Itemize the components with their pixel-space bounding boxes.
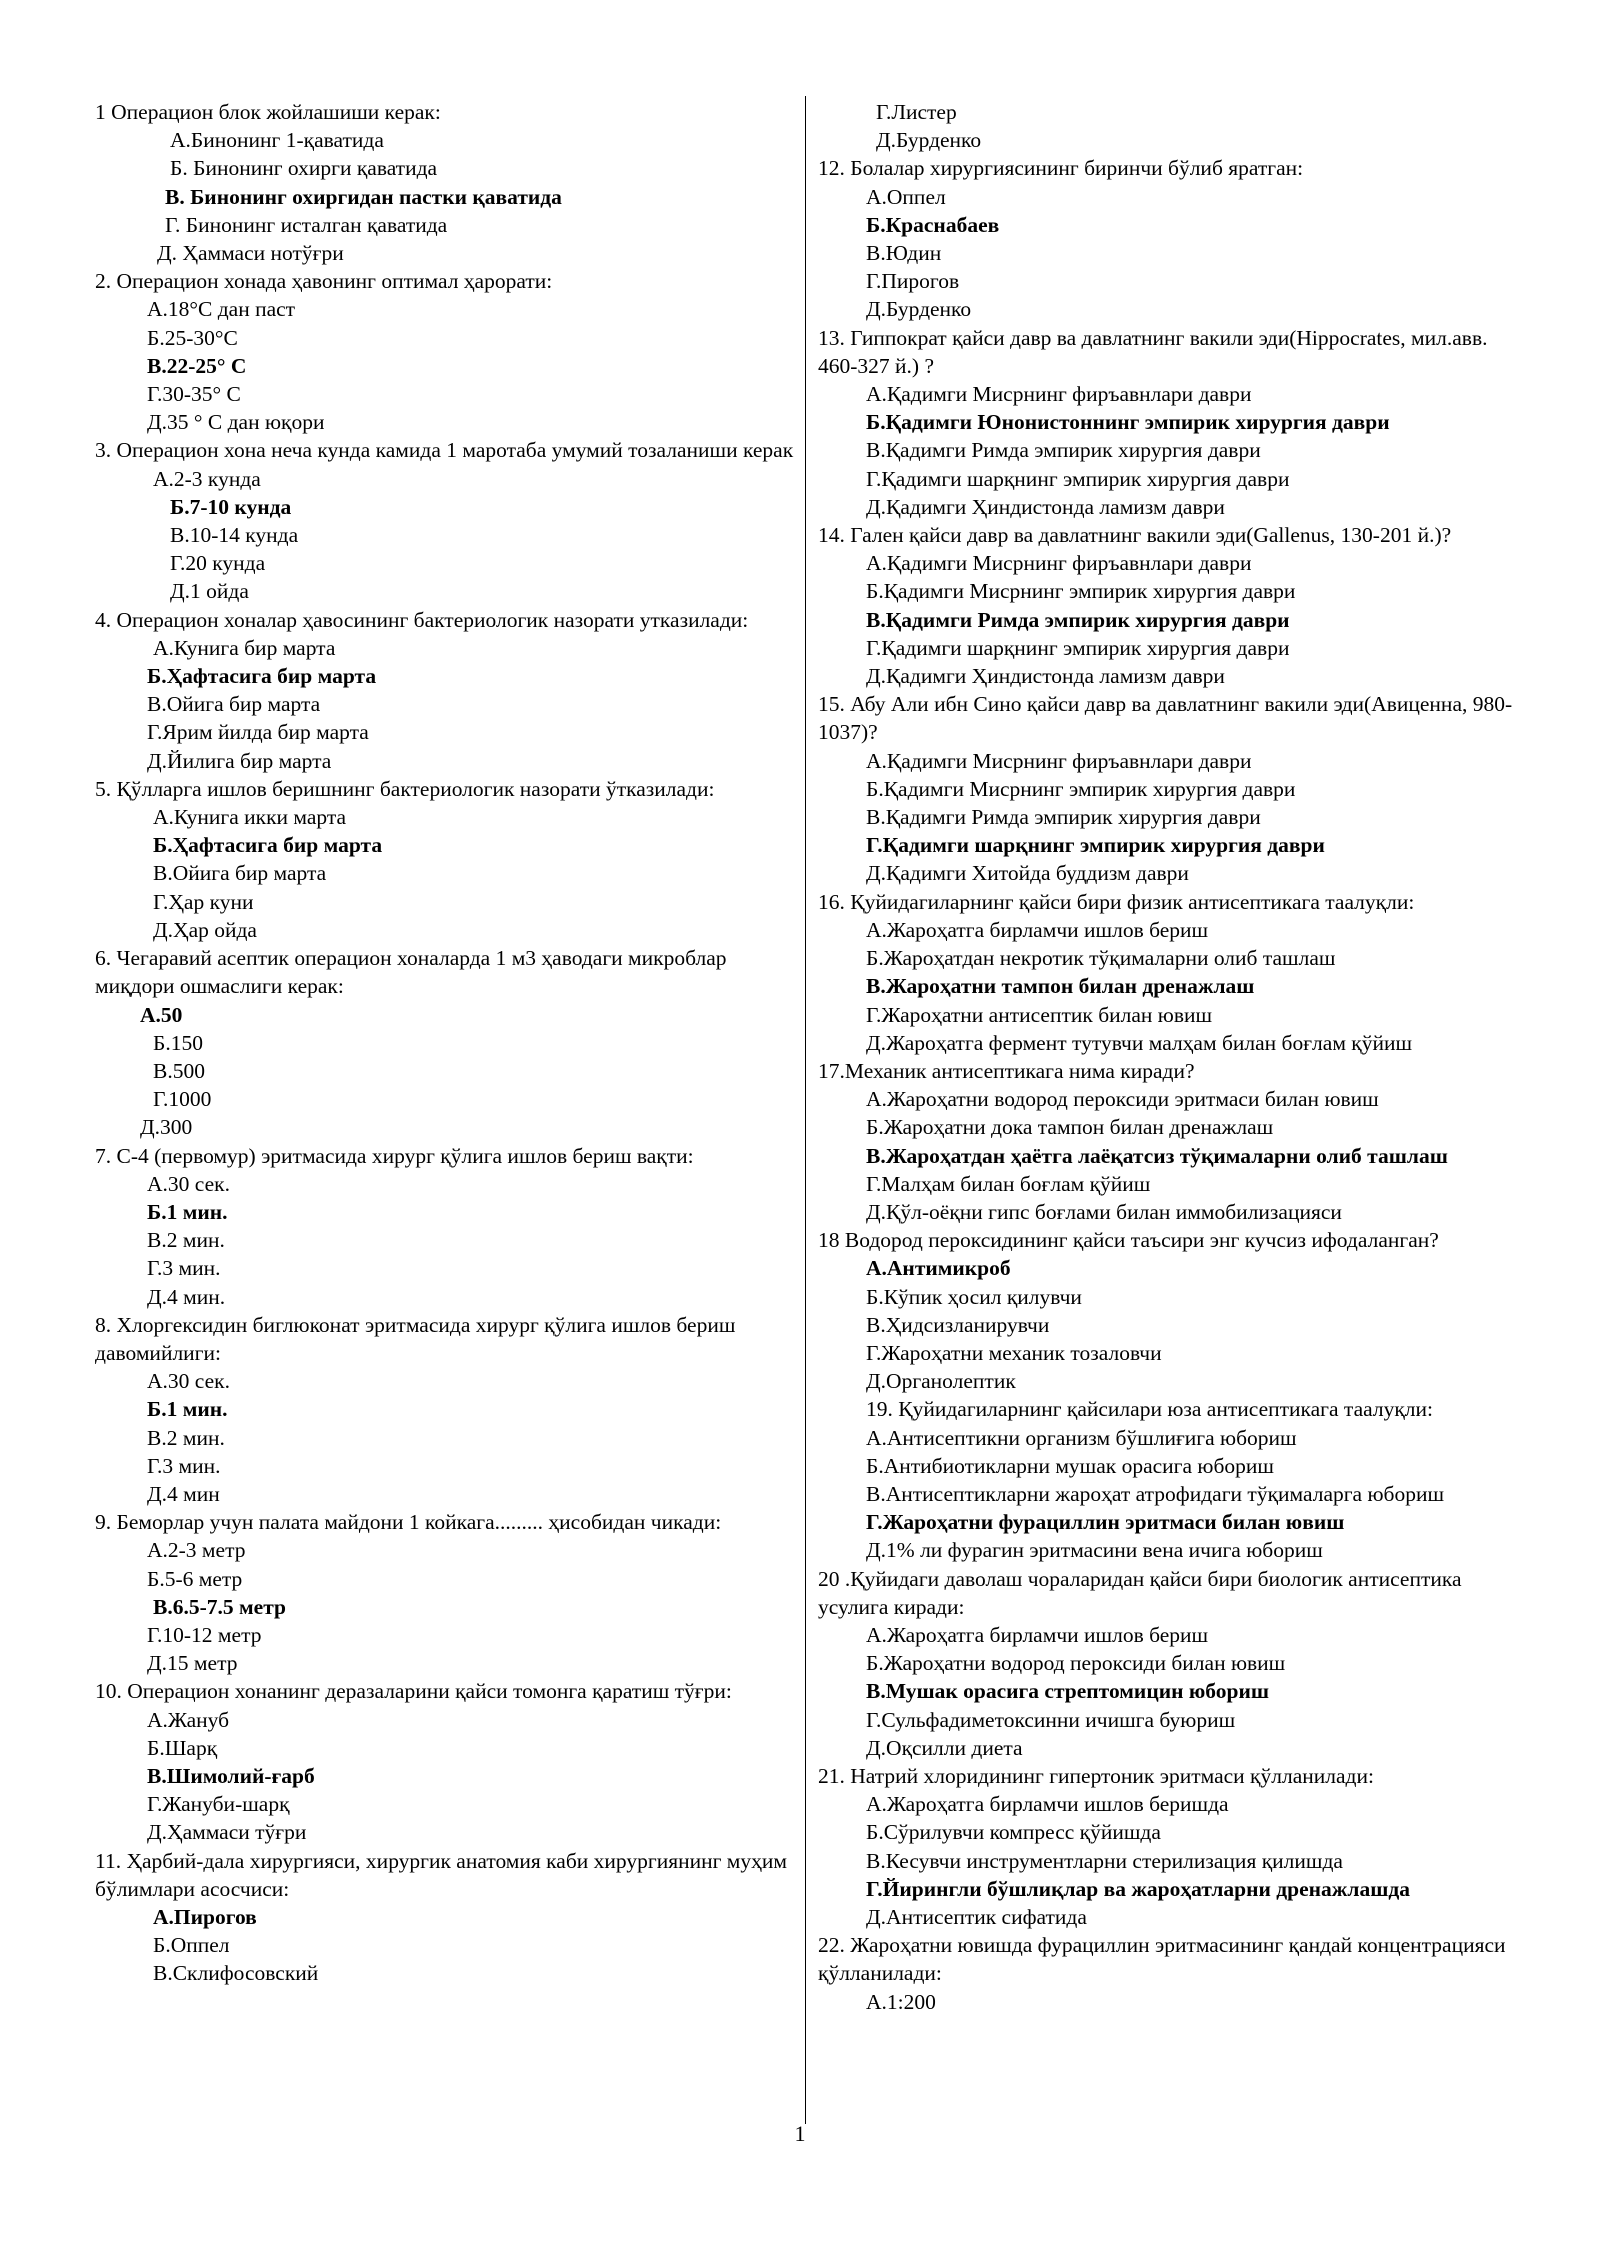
answer-option: Б.Жароҳатни дока тампон билан дренажлаш: [866, 1115, 1274, 1140]
answer-option: Д.Қадимги Хитойда буддизм даври: [866, 861, 1189, 886]
question-text: 20 .Қуйидаги даволаш чораларидан қайси бири биологик антисептика усулига киради:: [818, 1566, 1462, 1619]
answer-option: В. Бинонинг охиргидан пастки қаватида: [165, 184, 562, 209]
answer-option: Б.Ҳафтасига бир марта: [153, 833, 383, 858]
answer-option: В.22-25° С: [147, 353, 247, 378]
answer-option: В.500: [153, 1058, 205, 1083]
right-column: [818, 98, 1518, 2016]
answer-option: Б.25-30°С: [147, 325, 238, 350]
answer-option: В.Жароҳатни тампон билан дренажлаш: [866, 974, 1255, 999]
question-text: 14. Гален қайси давр ва давлатнинг вакили эди(Gallenus, 130-201 й.)?: [818, 523, 1452, 548]
answer-option: А.30 сек.: [147, 1369, 230, 1394]
answer-option: В.Ҳидсизланирувчи: [866, 1312, 1050, 1337]
answer-option: 19. Қуйидагиларнинг қайсилари юза антисептикага таалуқли:: [866, 1397, 1433, 1422]
answer-option: А.30 сек.: [147, 1171, 230, 1196]
answer-option: В.Қадимги Римда эмпирик хирургия даври: [866, 607, 1290, 632]
answer-option: Б.150: [153, 1030, 203, 1055]
answer-option: А.Антисептикни организм бўшлиғига юбориш: [866, 1425, 1297, 1450]
answer-option: В.Кесувчи инструментларни стерилизация қилишда: [866, 1848, 1343, 1873]
question-text: 13. Гиппократ қайси давр ва давлатнинг вакили эди(Hippocrates, мил.авв. 460-327 й.) ?: [818, 325, 1488, 378]
answer-option: Г.Сульфадиметоксинни ичишга буюриш: [866, 1707, 1236, 1732]
answer-option: А.Бинонинг 1-қаватида: [170, 128, 384, 153]
answer-option: Г.Қадимги шарқнинг эмпирик хирургия даври: [866, 635, 1290, 660]
answer-option: Б.7-10 кунда: [170, 494, 292, 519]
answer-option: В.Антисептикларни жароҳат атрофидаги тўқималарга юбориш: [866, 1481, 1445, 1506]
question-text: 4. Операцион хоналар ҳавосининг бактериологик назорати утказилади:: [95, 607, 749, 632]
question-text: 7. С-4 (первомур) эритмасида хирург қўлига ишлов бериш вақти:: [95, 1143, 694, 1168]
answer-option: Б.Қадимги Мисрнинг эмпирик хирургия даври: [866, 579, 1296, 604]
answer-option: Д.Қадимги Ҳиндистонда ламизм даври: [866, 664, 1225, 689]
question-text: 11. Ҳарбий-дала хирургияси, хирургик анатомия каби хирургиянинг муҳим бўлимлари асосчиси:: [95, 1848, 788, 1901]
answer-option: Д.300: [140, 1115, 193, 1140]
answer-option: Г.Пирогов: [866, 269, 960, 294]
answer-option: В.Мушак орасига стрептомицин юбориш: [866, 1679, 1269, 1704]
answer-option: Д.1% ли фурагин эритмасини вена ичига юбориш: [866, 1538, 1323, 1563]
question-text: 6. Чегаравий асептик операцион хоналарда 1 м3 ҳаводаги микроблар миқдори ошмаслиги керак:: [95, 946, 727, 999]
answer-option: Б.5-6 метр: [147, 1566, 243, 1591]
answer-option: В.Шимолий-ғарб: [147, 1763, 315, 1788]
answer-option: Г.Ҳар куни: [153, 889, 254, 914]
answer-option: Д.Қадимги Ҳиндистонда ламизм даври: [866, 494, 1225, 519]
question-text: 17.Механик антисептикага нима киради?: [818, 1058, 1195, 1083]
answer-option: Б.Сўрилувчи компресс қўйишда: [866, 1820, 1161, 1845]
question-text: 9. Беморлар учун палата майдони 1 койкага......... ҳисобидан чикади:: [95, 1510, 722, 1535]
answer-option: Д.35 ° С дан юқори: [147, 410, 325, 435]
answer-option: Г.Йирингли бўшлиқлар ва жароҳатларни дренажлашда: [866, 1876, 1410, 1901]
answer-option: Г.3 мин.: [147, 1256, 221, 1281]
answer-option: Д.Қўл-оёқни гипс боғлами билан иммобилизацияси: [866, 1199, 1342, 1224]
answer-option: Б. Бинонинг охирги қаватида: [170, 156, 438, 181]
answer-option: А.Жароҳатга бирламчи ишлов бериш: [866, 1622, 1209, 1647]
answer-option: А.Жароҳатни водород пероксиди эритмаси билан ювиш: [866, 1087, 1379, 1112]
answer-option: В.Склифосовский: [153, 1961, 319, 1986]
answer-option: Д.Жароҳатга фермент тутувчи малҳам билан боғлам қўйиш: [866, 1030, 1413, 1055]
answer-option: А.Қадимги Мисрнинг фиръавнлари даври: [866, 382, 1252, 407]
answer-option: Г.30-35° С: [147, 382, 241, 407]
answer-option: Г.Жароҳатни фурациллин эритмаси билан ювиш: [866, 1510, 1345, 1535]
question-text: 8. Хлоргексидин биглюконат эритмасида хирург қўлига ишлов бериш давомийлиги:: [95, 1312, 736, 1365]
answer-option: Б.1 мин.: [147, 1199, 228, 1224]
answer-option: В.10-14 кунда: [170, 523, 299, 548]
question-text: 10. Операцион хонанинг деразаларини қайси томонга қаратиш тўғри:: [95, 1679, 732, 1704]
answer-option: А.Пирогов: [153, 1905, 257, 1929]
answer-option: А.50: [140, 1002, 183, 1027]
answer-option: Г.Жароҳатни механик тозаловчи: [866, 1340, 1162, 1365]
answer-option: А.Жароҳатга бирламчи ишлов бериш: [866, 917, 1209, 942]
question-text: 22. Жароҳатни ювишда фурациллин эритмасининг қандай концентрацияси қўлланилади:: [818, 1933, 1506, 1986]
answer-option: А.1:200: [866, 1989, 936, 2014]
answer-option: Б.Қадимги Юнонистоннинг эмпирик хирургия даври: [866, 410, 1390, 435]
answer-option: Б.Жароҳатдан некротик тўқималарни олиб ташлаш: [866, 946, 1336, 971]
answer-option: А.2-3 метр: [147, 1538, 246, 1563]
question-text: 12. Болалар хирургиясининг биринчи бўлиб яратган:: [818, 156, 1304, 181]
question-text: 3. Операцион хона неча кунда камида 1 маротаба умумий тозаланиши керак: [95, 438, 794, 463]
answer-option: Г.Ярим йилда бир марта: [147, 720, 369, 745]
answer-option: Б.Краснабаев: [866, 212, 1000, 237]
answer-option: Г.Қадимги шарқнинг эмпирик хирургия даври: [866, 466, 1290, 491]
answer-option: В.Қадимги Римда эмпирик хирургия даври: [866, 805, 1261, 830]
answer-option: Д.Органолептик: [866, 1369, 1016, 1394]
column-divider: [805, 96, 806, 2124]
answer-option: Г. Бинонинг исталган қаватида: [165, 212, 448, 237]
answer-option: В.Юдин: [866, 241, 942, 266]
answer-option: Д.Ҳар ойда: [153, 917, 257, 942]
answer-option: Г.1000: [153, 1087, 212, 1112]
answer-option: В.Ойига бир марта: [153, 861, 327, 886]
answer-option: Д.Ҳаммаси тўғри: [147, 1820, 307, 1845]
answer-option: А.Кунига бир марта: [153, 635, 336, 660]
answer-option: Б.Оппел: [153, 1933, 230, 1958]
answer-option: Г.10-12 метр: [147, 1622, 262, 1647]
answer-option: Д.4 мин.: [147, 1284, 226, 1309]
answer-option: В.Қадимги Римда эмпирик хирургия даври: [866, 438, 1261, 463]
answer-option: А.Антимикроб: [866, 1256, 1011, 1281]
answer-option: Г.Жароҳатни антисептик билан ювиш: [866, 1002, 1213, 1027]
answer-option: В.2 мин.: [147, 1425, 225, 1450]
answer-option: Б.Антибиотикларни мушак орасига юбориш: [866, 1453, 1274, 1478]
answer-option: В.2 мин.: [147, 1228, 225, 1253]
answer-option: Г.3 мин.: [147, 1453, 221, 1478]
question-text: 18 Водород пероксидининг қайси таъсири энг кучсиз ифодаланган?: [818, 1228, 1439, 1253]
answer-option: А.Қадимги Мисрнинг фиръавнлари даври: [866, 748, 1252, 773]
answer-option: А.Жароҳатга бирламчи ишлов беришда: [866, 1792, 1229, 1817]
answer-option: Д.Оқсилли диета: [866, 1735, 1023, 1760]
answer-option: Д.Йилига бир марта: [147, 748, 332, 773]
answer-option: Д.4 мин: [147, 1481, 220, 1506]
page-number: 1: [794, 2121, 806, 2146]
left-column: [95, 98, 795, 1988]
answer-option: Г.Қадимги шарқнинг эмпирик хирургия даври: [866, 833, 1325, 858]
answer-option: А.18°С дан паст: [147, 297, 296, 322]
answer-option: Г.Малҳам билан боғлам қўйиш: [866, 1171, 1151, 1196]
answer-option: В.Ойига бир марта: [147, 692, 321, 717]
answer-option: Д.Бурденко: [866, 297, 972, 322]
answer-option: В.Жароҳатдан ҳаётга лаёқатсиз тўқималарни олиб ташлаш: [866, 1143, 1448, 1168]
answer-option: А.Кунига икки марта: [153, 805, 347, 830]
answer-option: Б.Кўпик ҳосил қилувчи: [866, 1284, 1082, 1309]
answer-option: Г.Жануби-шарқ: [147, 1792, 290, 1817]
answer-option: Б.Жароҳатни водород пероксиди билан ювиш: [866, 1651, 1286, 1676]
answer-option: А.2-3 кунда: [153, 466, 261, 491]
question-text: 15. Абу Али ибн Сино қайси давр ва давлатнинг вакили эди(Авиценна, 980-1037)?: [818, 692, 1513, 745]
answer-option: Д.15 метр: [147, 1651, 238, 1676]
answer-option: А.Жануб: [147, 1707, 230, 1732]
question-text: 1 Операцион блок жойлашиши керак:: [95, 100, 441, 124]
answer-option: Г.Листер: [876, 100, 957, 124]
question-text: 21. Натрий хлоридининг гипертоник эритмаси қўлланилади:: [818, 1763, 1374, 1788]
answer-option: Б.Шарқ: [147, 1735, 218, 1760]
answer-option: Д.1 ойда: [170, 579, 249, 604]
answer-option: А.Оппел: [866, 184, 946, 209]
answer-option: Б.1 мин.: [147, 1397, 228, 1422]
answer-option: Г.20 кунда: [170, 551, 266, 576]
question-text: 5. Қўлларга ишлов беришнинг бактериологик назорати ўтказилади:: [95, 776, 715, 801]
question-text: 2. Операцион хонада ҳавонинг оптимал ҳарорати:: [95, 269, 553, 294]
answer-option: Д.Бурденко: [876, 128, 982, 153]
question-text: 16. Қуйидагиларнинг қайси бири физик антисептикага таалуқли:: [818, 889, 1415, 914]
answer-option: Д.Антисептик сифатида: [866, 1905, 1087, 1929]
answer-option: А.Қадимги Мисрнинг фиръавнлари даври: [866, 551, 1252, 576]
answer-option: В.6.5-7.5 метр: [153, 1594, 286, 1619]
answer-option: Д. Ҳаммаси нотўғри: [157, 241, 344, 266]
answer-option: Б.Ҳафтасига бир марта: [147, 664, 377, 689]
answer-option: Б.Қадимги Мисрнинг эмпирик хирургия даври: [866, 776, 1296, 801]
